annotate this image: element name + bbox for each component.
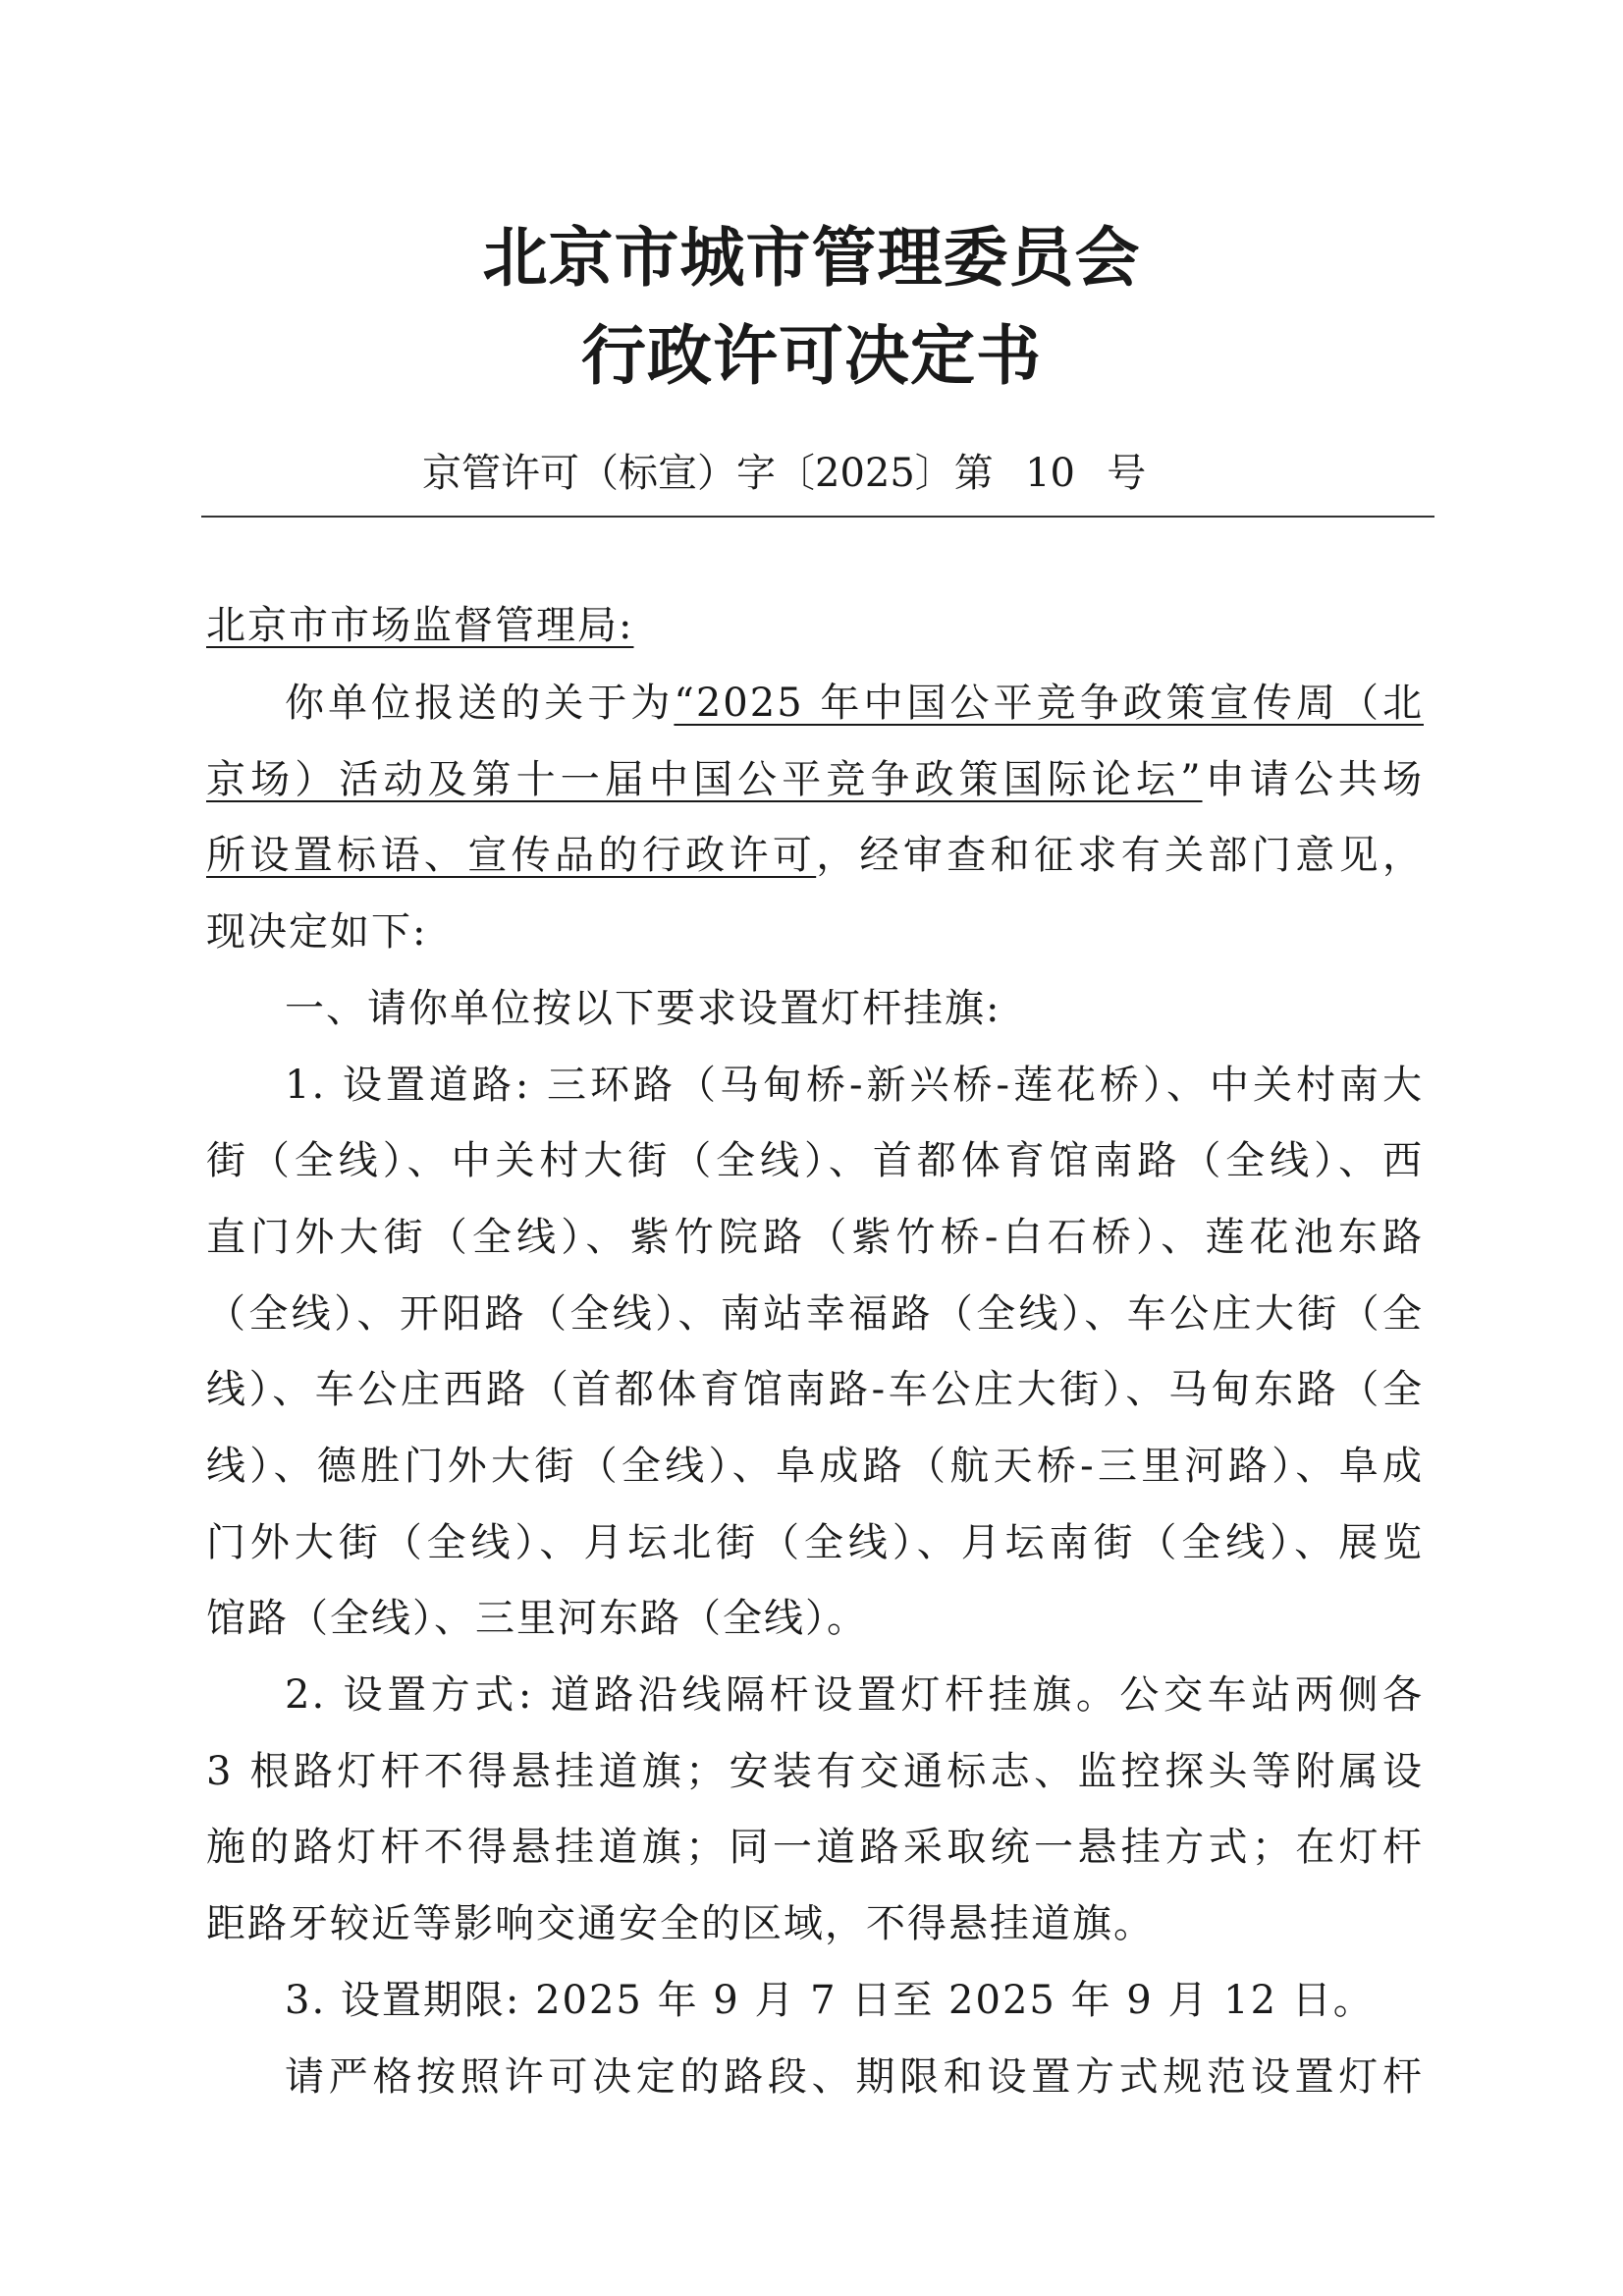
body-text-span: 请严格按照许可决定的路段、期限和设置方式规范设置灯杆 xyxy=(285,2054,1424,2100)
body-line xyxy=(206,817,1424,894)
body-text-span: 申请公共场 xyxy=(1202,757,1425,802)
body-line xyxy=(206,1733,1424,1810)
body-text-span: 施的路灯杆不得悬挂道旗；同一道路采取统一悬挂方式；在灯杆 xyxy=(206,1825,1424,1870)
body-text-span: 你单位报送的关于为 xyxy=(285,681,675,726)
body-text-span: 馆路（全线）、三里河东路（全线）。 xyxy=(206,1596,868,1641)
body-line xyxy=(206,1351,1424,1428)
underlined-text: 京场）活动及第十一届中国公平竞争政策国际论坛” xyxy=(206,757,1203,802)
body-line xyxy=(285,2039,1424,2115)
body-line xyxy=(206,1809,1424,1886)
body-text-span: （全线）、开阳路（全线）、南站幸福路（全线）、车公庄大街（全 xyxy=(206,1291,1424,1337)
body-line xyxy=(206,741,1424,818)
body-line xyxy=(206,1504,1424,1581)
addressee xyxy=(206,587,1424,664)
document-number-value: 10 xyxy=(1025,451,1075,496)
body-text-span: 现决定如下: xyxy=(206,909,428,955)
body-line xyxy=(285,1047,1424,1123)
body-text-span: 2. 设置方式: 道路沿线隔杆设置灯杆挂旗。公交车站两侧各 xyxy=(285,1672,1424,1718)
body-text-span: 线）、德胜门外大街（全线）、阜成路（航天桥-三里河路）、阜成 xyxy=(206,1444,1424,1489)
body-text-span: 线）、车公庄西路（首都体育馆南路-车公庄大街）、马甸东路（全 xyxy=(206,1367,1424,1412)
body-text-span: 距路牙较近等影响交通安全的区域，不得悬挂道旗。 xyxy=(206,1901,1155,1946)
body-line xyxy=(206,894,1424,970)
document-number-suffix: 号 xyxy=(1107,451,1147,496)
body-line xyxy=(285,665,1424,741)
body-text-span: 3 根路灯杆不得悬挂道旗；安装有交通标志、监控探头等附属设 xyxy=(206,1749,1424,1794)
body-text-span: 1. 设置道路: 三环路（马甸桥-新兴桥-莲花桥）、中关村南大 xyxy=(285,1063,1424,1108)
body-line xyxy=(285,1657,1424,1733)
document-number xyxy=(422,444,1208,503)
body-text-span: 门外大街（全线）、月坛北街（全线）、月坛南街（全线）、展览 xyxy=(206,1520,1424,1565)
body-line xyxy=(285,1962,1424,2039)
body-text-span: 街（全线）、中关村大街（全线）、首都体育馆南路（全线）、西 xyxy=(206,1138,1424,1183)
underlined-text: “2025 年中国公平竞争政策宣传周（北 xyxy=(674,681,1424,726)
body-line xyxy=(285,970,1424,1047)
underlined-text: 所设置标语、宣传品的行政许可 xyxy=(206,833,817,878)
body-line xyxy=(206,1886,1424,1962)
body-text-span: 直门外大街（全线）、紫竹院路（紫竹桥-白石桥）、莲花池东路 xyxy=(206,1215,1424,1260)
body-line xyxy=(206,1580,1424,1657)
document-number-prefix: 京管许可（标宣）字〔2025〕第 xyxy=(422,451,994,496)
header-divider xyxy=(201,516,1434,518)
body-line xyxy=(206,1122,1424,1199)
document-title-line2: 行政许可决定书 xyxy=(581,318,1042,394)
body-line xyxy=(206,1276,1424,1352)
document-title-line1: 北京市城市管理委员会 xyxy=(482,220,1141,296)
body-text-span: 一、请你单位按以下要求设置灯杆挂旗: xyxy=(285,986,1001,1031)
body-line xyxy=(206,1199,1424,1276)
body-line xyxy=(206,1428,1424,1504)
body-text-span: 3. 设置期限: 2025 年 9 月 7 日至 2025 年 9 月 12 日。 xyxy=(285,1978,1375,2023)
body-text-span: ，经审查和征求有关部门意见， xyxy=(816,833,1425,878)
addressee-text: 北京市市场监督管理局: xyxy=(206,603,634,648)
